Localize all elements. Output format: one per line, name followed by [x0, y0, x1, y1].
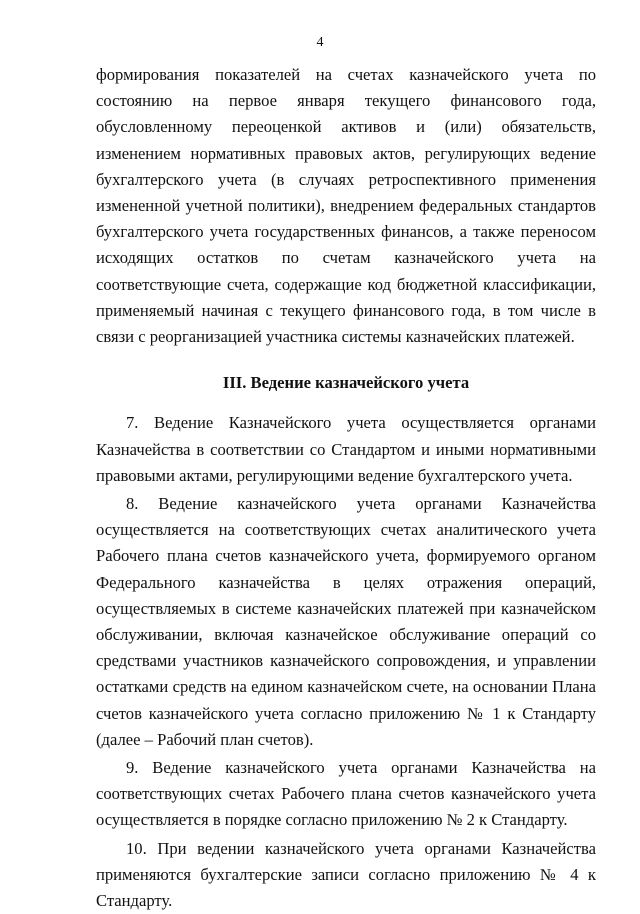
- paragraph-8: 8. Ведение казначейского учета органами Казначейства осуществляется на соответствующих счетах аналитического учета Рабочего плана счетов казначейского учета, формируемого органом Федерального казначейства в целях отражения операций, осуществляемых в системе казначейских платежей при казначейском обслуживании, включая казначейское обслуживание операций со средствами участников казначейского сопровождения, и управлении остатками средств на едином казначейском счете, на основании Плана счетов казначейского учета согласно приложению № 1 к Стандарту (далее – Рабочий план счетов).: [96, 494, 596, 749]
- paragraph-10: 10. При ведении казначейского учета органами Казначейства применяются бухгалтерские записи согласно приложению № 4 к Стандарту.: [96, 838, 596, 911]
- page-number: 4: [316, 35, 324, 50]
- section-heading: III. Ведение казначейского учета: [222, 373, 470, 393]
- paragraph-continuation: формирования показателей на счетах казначейского учета по состоянию на первое января текущего финансового года, обусловленному переоценкой активов и (или) обязательств, изменением нормативных правовых актов, регулирующих ведение бухгалтерского учета (в случаях ретроспективного применения измененной учетной политики), внедрением федеральных стандартов бухгалтерского учета государственных финансов, а также переносом исходящих остатков по счетам казначейского учета на соответствующие счета, содержащие код бюджетной классификации, применяемый начиная с текущего финансового года, в том числе в связи с реорганизацией участника системы казначейских платежей.: [96, 65, 596, 347]
- paragraph-9: 9. Ведение казначейского учета органами Казначейства на соответствующих счетах Рабочего плана счетов казначейского учета осуществляется в порядке согласно приложению № 2 к Стандарту.: [96, 758, 596, 830]
- paragraph-7: 7. Ведение Казначейского учета осуществляется органами Казначейства в соответствии со Стандартом и иными нормативными правовыми актами, регулирующими ведение бухгалтерского учета.: [96, 413, 596, 485]
- document-body: [96, 62, 596, 914]
